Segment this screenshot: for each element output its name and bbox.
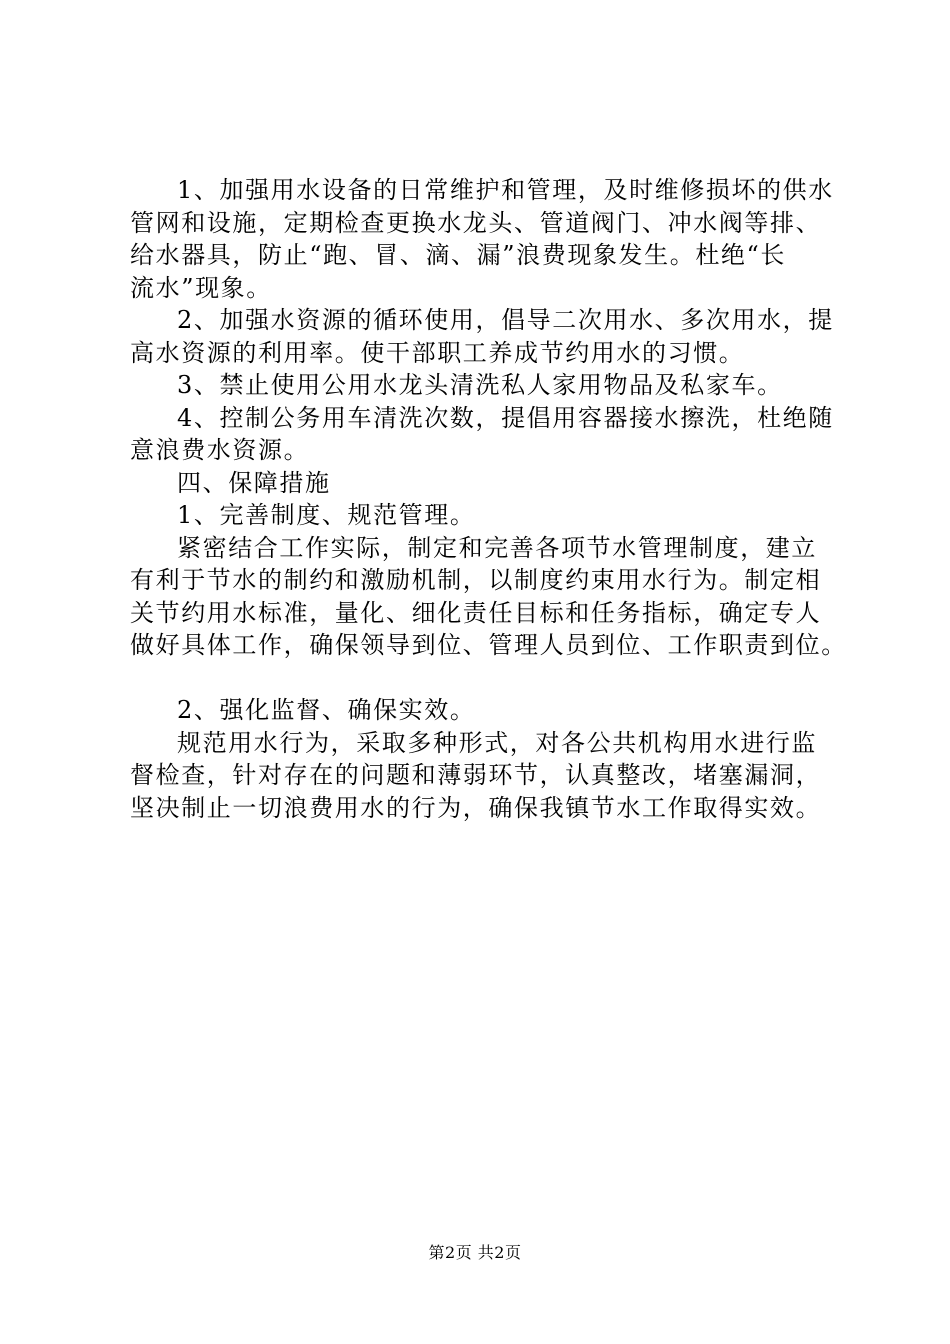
subheading-2: 2、强化监督、确保实效。 <box>177 696 476 724</box>
paragraph-1-line-3: 给水器具，防止“跑、冒、滴、漏”浪费现象发生。杜绝“长 <box>130 241 787 269</box>
paragraph-4-line-2: 意浪费水资源。 <box>130 436 310 464</box>
paragraph-4-line-1: 4、控制公务用车清洗次数，提倡用容器接水擦洗，杜绝随 <box>177 403 834 432</box>
page-number-footer: 第2页 共2页 <box>428 1243 522 1262</box>
paragraph-6-line-2: 督检查，针对存在的问题和薄弱环节，认真整改，堵塞漏洞， <box>130 761 822 789</box>
paragraph-2-line-2: 高水资源的利用率。使干部职工养成节约用水的习惯。 <box>130 338 745 367</box>
document-body <box>130 174 845 824</box>
section-heading: 四、保障措施 <box>177 468 331 497</box>
paragraph-1-line-4: 流水”现象。 <box>130 273 272 302</box>
blank-line <box>130 662 845 695</box>
paragraph-6-line-3: 坚决制止一切浪费用水的行为，确保我镇节水工作取得实效。 <box>130 793 822 822</box>
paragraph-3-line-1: 3、禁止使用公用水龙头清洗私人家用物品及私家车。 <box>177 371 783 399</box>
paragraph-2-line-1: 2、加强水资源的循环使用，倡导二次用水、多次用水，提 <box>177 306 834 334</box>
paragraph-5-line-2: 有利于节水的制约和激励机制，以制度约束用水行为。制定相 <box>130 566 822 594</box>
paragraph-5-line-4: 做好具体工作，确保领导到位、管理人员到位、工作职责到位。 <box>130 631 847 659</box>
paragraph-1-line-1: 1、加强用水设备的日常维护和管理，及时维修损坏的供水 <box>177 176 834 204</box>
paragraph-6-line-1: 规范用水行为，采取多种形式，对各公共机构用水进行监 <box>177 728 817 757</box>
paragraph-5-line-3: 关节约用水标准，量化、细化责任目标和任务指标，确定专人 <box>130 598 822 627</box>
paragraph-5-line-1: 紧密结合工作实际，制定和完善各项节水管理制度，建立 <box>177 533 817 562</box>
subheading-1: 1、完善制度、规范管理。 <box>177 501 476 529</box>
paragraph-1-line-2: 管网和设施，定期检查更换水龙头、管道阀门、冲水阀等排、 <box>130 208 822 237</box>
